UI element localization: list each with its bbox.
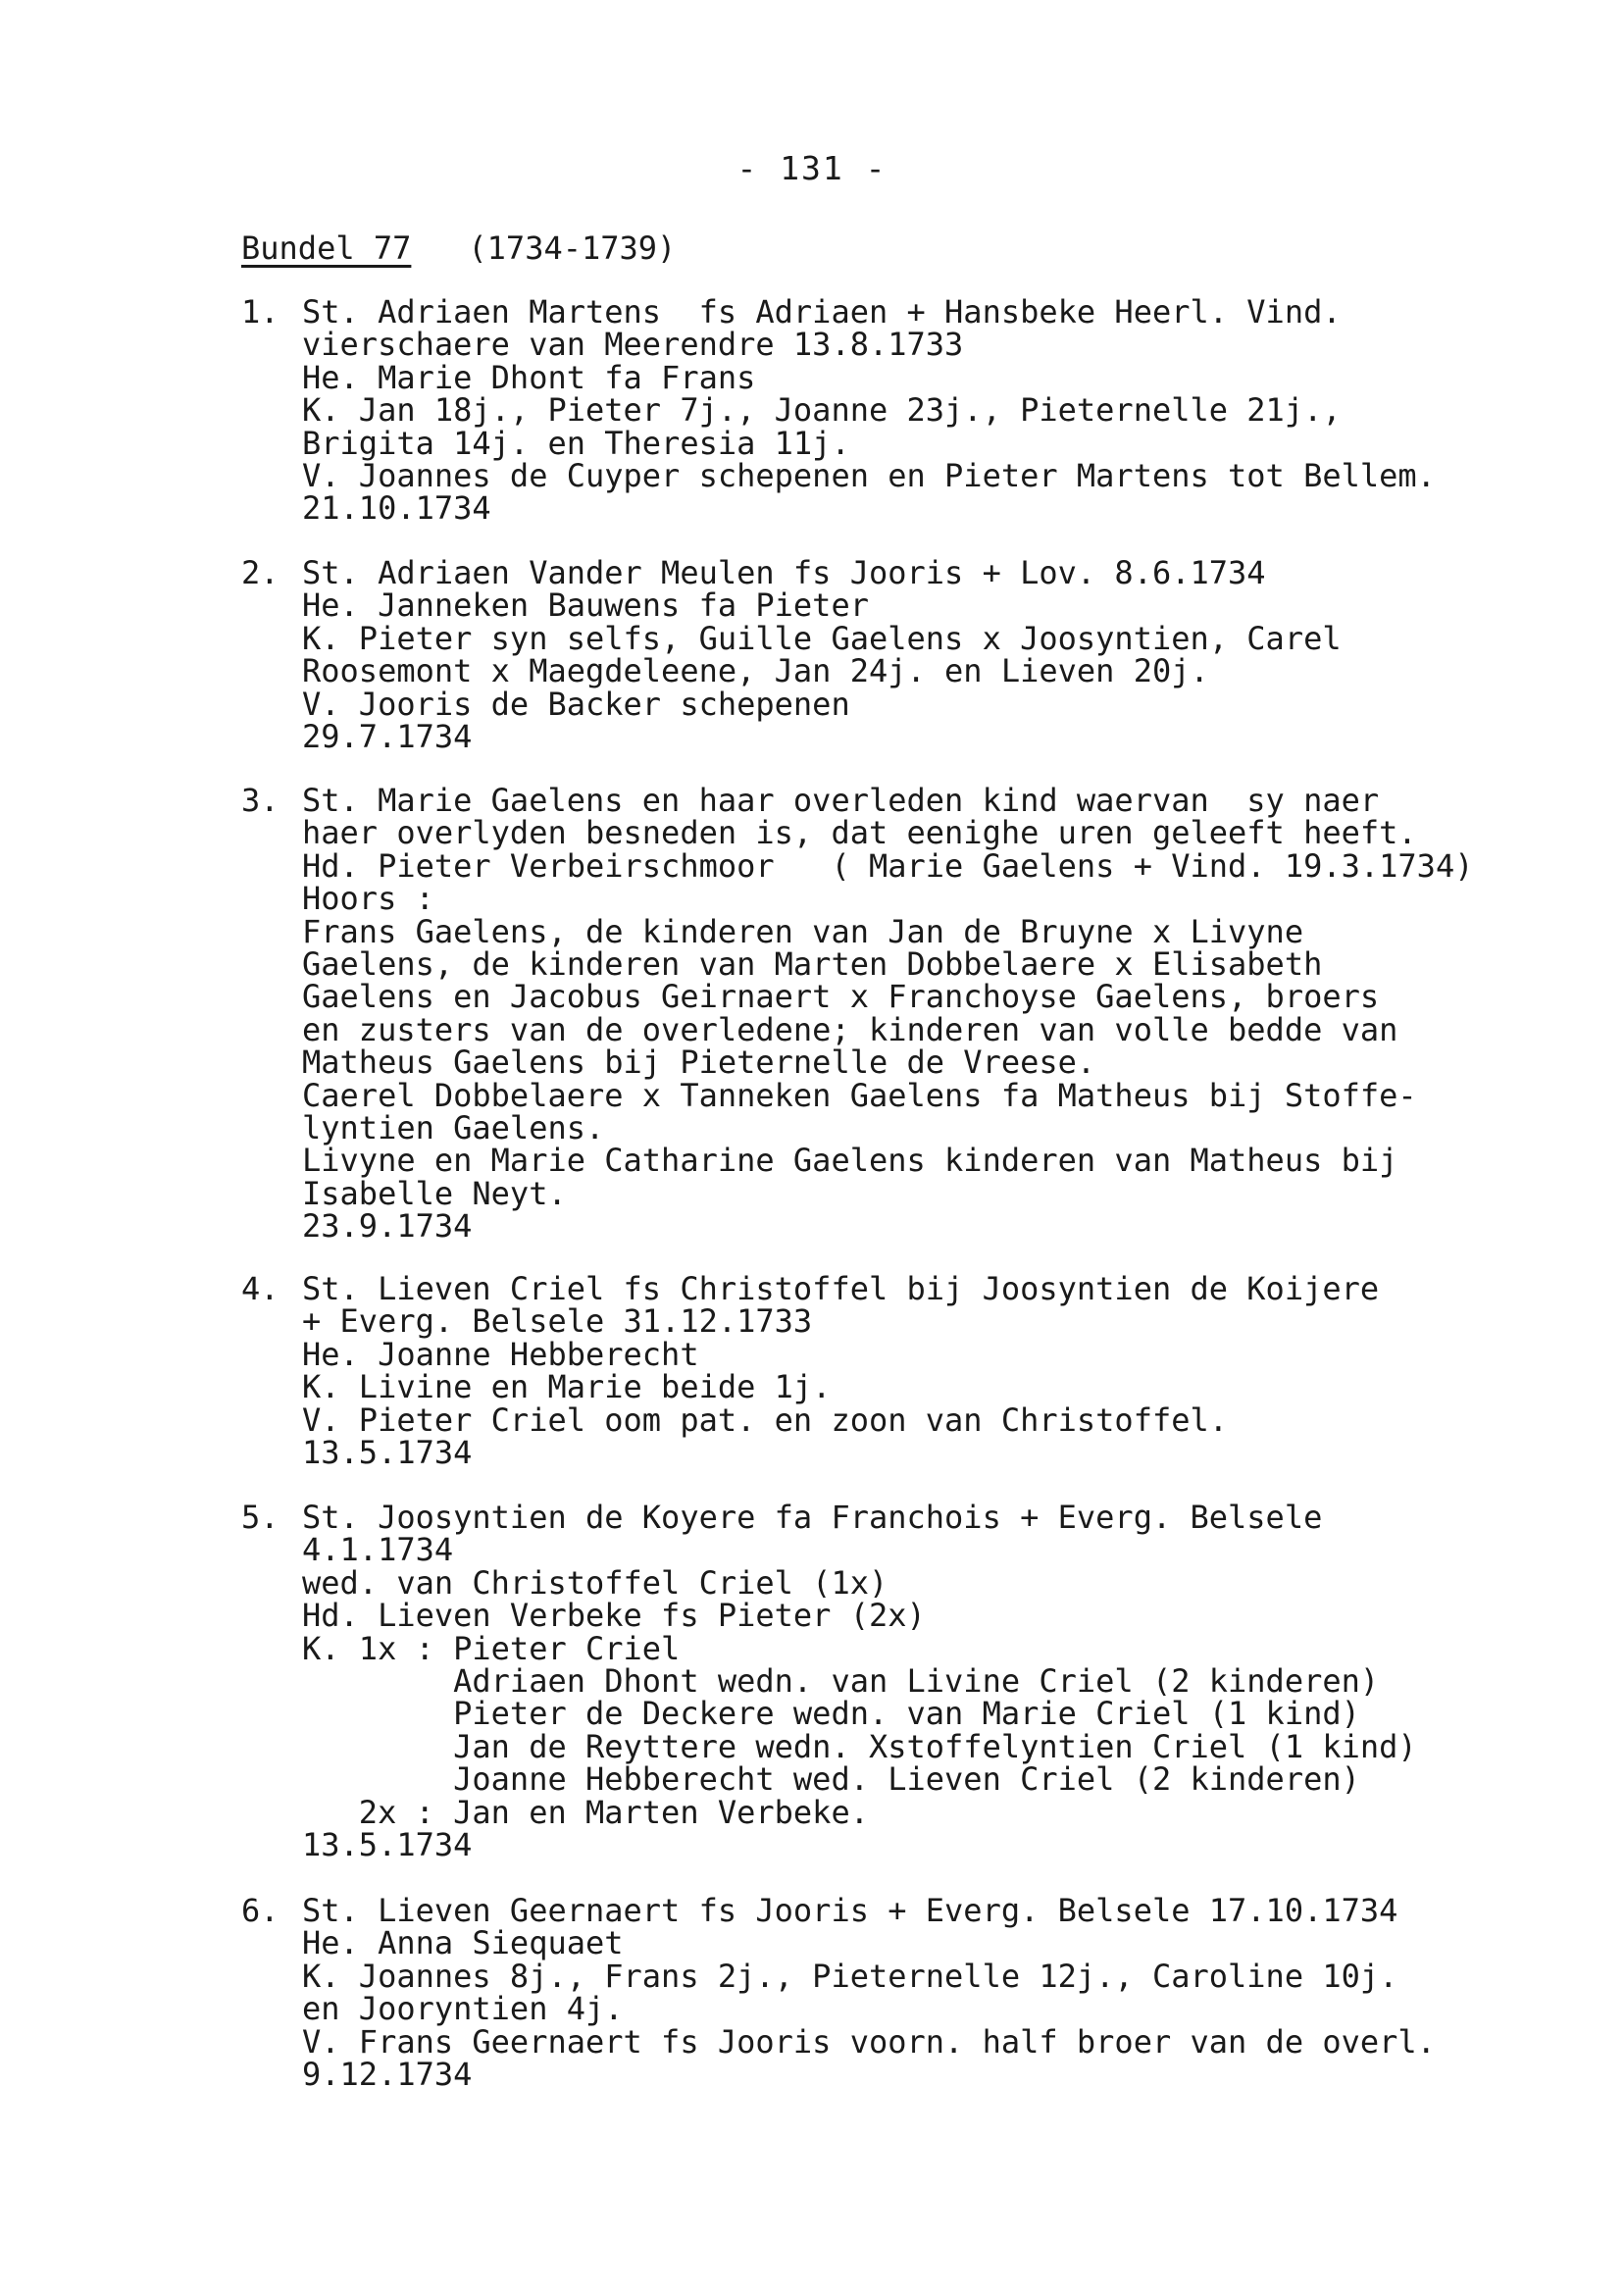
entry-line: 9.12.1734 (302, 2055, 473, 2093)
entry-number: 1. (241, 293, 279, 331)
entry-line: K. Livine en Marie beide 1j. (302, 1368, 832, 1406)
entry-number: 6. (241, 1892, 279, 1929)
entry-line: Hd. Lieven Verbeke fs Pieter (2x) (302, 1597, 926, 1635)
entry-line: V. Frans Geernaert fs Jooris voorn. half broer van de overl. (302, 2022, 1436, 2061)
entry-line: Livyne en Marie Catharine Gaelens kinderen van Matheus bij (302, 1142, 1398, 1180)
entry-text (302, 293, 1436, 528)
entry-text (302, 1270, 1380, 1471)
entry-number: 2. (241, 554, 279, 591)
entry-line: Gaelens, de kinderen van Marten Dobbelaere x Elisabeth (302, 944, 1323, 983)
entry-line: He. Joanne Hebberecht (302, 1335, 699, 1373)
entry (241, 782, 1474, 1246)
entry-line: en Jooryntien 4j. (302, 1990, 624, 2028)
bundel-heading (241, 229, 676, 267)
entry-line: He. Janneken Bauwens fa Pieter (302, 586, 869, 625)
entry-line: 13.5.1734 (302, 1433, 473, 1471)
entry-line: St. Adriaen Martens fs Adriaen + Hansbeke Heerl. Vind. (302, 293, 1342, 331)
entry-line: St. Joosyntien de Koyere fa Franchois + Everg. Belsele (302, 1499, 1323, 1536)
entry-line: Hd. Pieter Verbeirschmoor ( Marie Gaelens + Vind. 19.3.1734) (302, 846, 1474, 885)
entry-line: wed. van Christoffel Criel (1x) (302, 1563, 888, 1602)
entry-line: 13.5.1734 (302, 1825, 473, 1863)
entry (241, 1270, 1380, 1471)
entry-line: V. Pieter Criel oom pat. en zoon van Christoffel. (302, 1400, 1229, 1439)
entry-text (302, 782, 1474, 1246)
entry (241, 1499, 1417, 1863)
entry (241, 1892, 1436, 2093)
entry (241, 554, 1342, 755)
entry-text (302, 1892, 1436, 2093)
entry-line: Hoors : (302, 880, 434, 918)
entry-text (302, 1499, 1417, 1863)
bundel-years: (1734-1739) (468, 229, 677, 267)
entry-line: V. Jooris de Backer schepenen (302, 685, 850, 723)
entry-line: Frans Gaelens, de kinderen van Jan de Bruyne x Livyne (302, 912, 1304, 950)
entry-line: 29.7.1734 (302, 717, 473, 755)
entry-line: Jan de Reyttere wedn. Xstoffelyntien Criel (1 kind) (302, 1727, 1417, 1765)
entry-line: haer overlyden besneden is, dat eenighe uren geleeft heeft. (302, 814, 1417, 852)
entry-line: St. Adriaen Vander Meulen fs Jooris + Lov. 8.6.1734 (302, 554, 1266, 591)
entry-line: V. Joannes de Cuyper schepenen en Pieter Martens tot Bellem. (302, 456, 1436, 494)
entry-line: lyntien Gaelens. (302, 1108, 605, 1146)
entry-line: Isabelle Neyt. (302, 1174, 567, 1212)
entry-line: K. Joannes 8j., Frans 2j., Pieternelle 12j., Caroline 10j. (302, 1957, 1398, 1995)
entry-line: Pieter de Deckere wedn. van Marie Criel (1 kind) (302, 1695, 1360, 1733)
entry-line: He. Marie Dhont fa Frans (302, 358, 756, 396)
entry-line: Brigita 14j. en Theresia 11j. (302, 424, 850, 462)
entry-line: 4.1.1734 (302, 1531, 454, 1569)
entry-line: 23.9.1734 (302, 1207, 473, 1246)
entry-line: Roosemont x Maegdeleene, Jan 24j. en Lieven 20j. (302, 652, 1209, 690)
entry-number: 4. (241, 1270, 279, 1307)
entry-line: Joanne Hebberecht wed. Lieven Criel (2 kinderen) (302, 1760, 1360, 1799)
entry-line: 21.10.1734 (302, 489, 491, 528)
entry-line: en zusters van de overledene; kinderen van volle bedde van (302, 1010, 1398, 1048)
entry-line: Caerel Dobbelaere x Tanneken Gaelens fa Matheus bij Stoffe- (302, 1076, 1417, 1114)
entry-line: St. Lieven Criel fs Christoffel bij Joosyntien de Koijere (302, 1270, 1380, 1307)
entry-line: K. Pieter syn selfs, Guille Gaelens x Joosyntien, Carel (302, 619, 1342, 657)
entry-line: Gaelens en Jacobus Geirnaert x Franchoyse Gaelens, broers (302, 978, 1380, 1016)
entry-line: Adriaen Dhont wedn. van Livine Criel (2 kinderen) (302, 1661, 1380, 1700)
bundel-label: Bundel 77 (241, 229, 412, 267)
entry-line: St. Marie Gaelens en haar overleden kind waervan sy naer (302, 782, 1380, 819)
entry-line: K. Jan 18j., Pieter 7j., Joanne 23j., Pieternelle 21j., (302, 391, 1342, 430)
entry-line: St. Lieven Geernaert fs Jooris + Everg. Belsele 17.10.1734 (302, 1892, 1398, 1929)
entry-line: Matheus Gaelens bij Pieternelle de Vreese. (302, 1044, 1096, 1082)
entry-text (302, 554, 1342, 755)
entry-line: 2x : Jan en Marten Verbeke. (302, 1793, 869, 1831)
page-number: - 131 - (736, 149, 888, 187)
entry-line: K. 1x : Pieter Criel (302, 1629, 681, 1667)
entry-line: He. Anna Siequaet (302, 1924, 624, 1962)
entry-number: 5. (241, 1499, 279, 1536)
entry-line: vierschaere van Meerendre 13.8.1733 (302, 326, 964, 364)
entry-line: + Everg. Belsele 31.12.1733 (302, 1302, 813, 1341)
entry-number: 3. (241, 782, 279, 819)
entry (241, 293, 1436, 528)
